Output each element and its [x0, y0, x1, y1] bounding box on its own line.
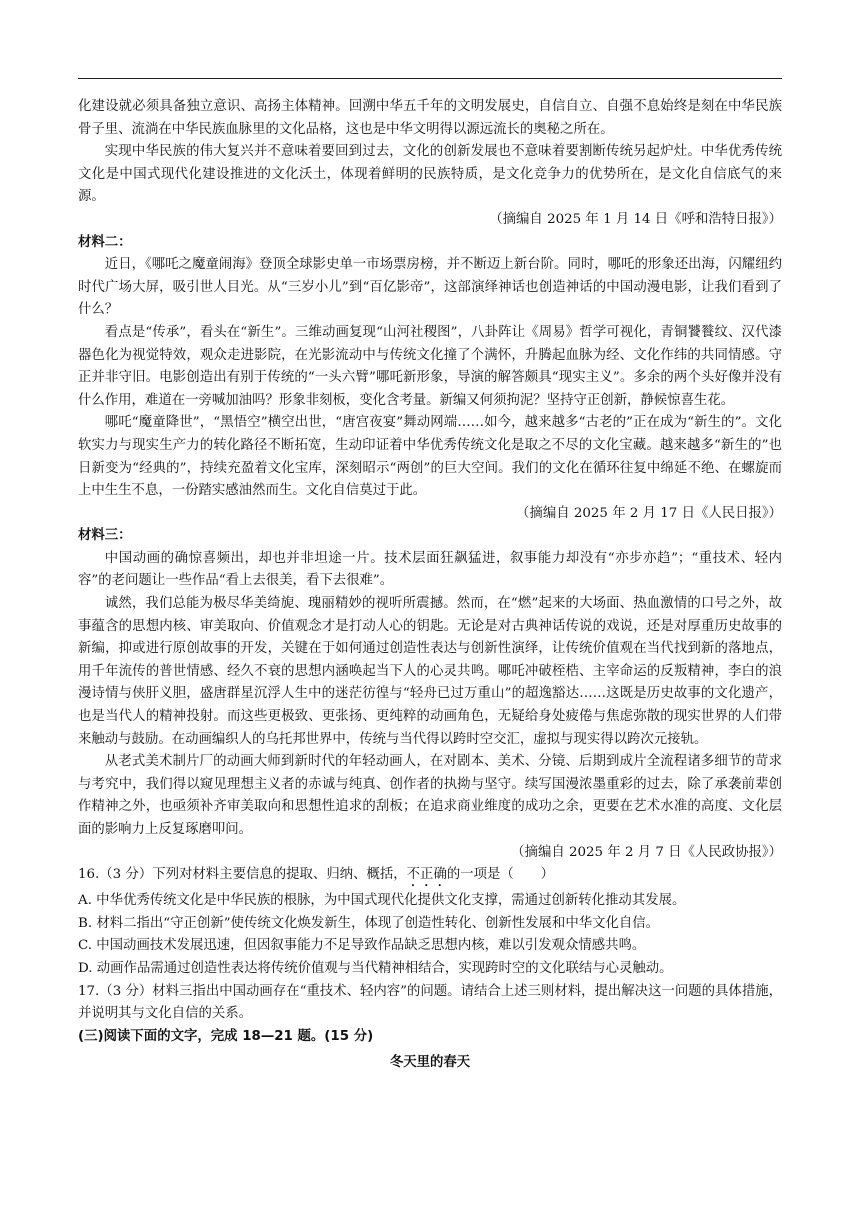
material3-paragraph-3: 从老式美术制片厂的动画大师到新时代的年轻动画人，在对剧本、美术、分镜、后期到成片全流程诸多细节的苛求与考究中，我们得以窥见理想主义者的赤诚与纯真、创作者的执拗与坚守。续写国漫浓墨重彩的过去，除了承袭前辈创作精神之外，也亟须补齐审美取向和思想性追求的刮板；在追求商业维度的成功之余，更要在艺术水准的高度、文化层面的影响力上反复琢磨叩问。 — [78, 754, 782, 837]
question-17: 17.（3 分）材料三指出中国动画存在“重技术、轻内容”的问题。请结合上述三则材料，提出解决这一问题的具体措施，并说明其与文化自信的关系。 — [78, 983, 782, 1022]
top-rule — [78, 78, 782, 79]
question-16-stem — [78, 864, 782, 890]
document-body — [78, 96, 782, 1075]
material1-paragraph-1: 化建设就必须具备独立意识、高扬主体精神。回溯中华五千年的文明发展史，自信自立、自强不息始终是刻在中华民族骨子里、流淌在中华民族血脉里的文化品格，这也是中华文明得以源远流长的奥秘之所在。 — [78, 99, 782, 137]
material3-label: 材料三： — [78, 528, 132, 544]
question-16-option-b: B. 材料二指出“守正创新”使传统文化焕发新生，体现了创造性转化、创新性发展和中华文化自信。 — [78, 915, 660, 931]
material2-paragraph-1: 近日，《哪吒之魔童闹海》登顶全球影史单一市场票房榜，并不断迈上新台阶。同时，哪吒的形象还出海，闪耀纽约时代广场大屏，吸引世人目光。从“三岁小儿”到“百亿影帝”，这部演绎神话也创造神话的中国动漫电影，让我们看到了什么？ — [78, 257, 782, 318]
material3-paragraph-1: 中国动画的确惊喜频出，却也并非坦途一片。技术层面狂飙猛进，叙事能力却没有“亦步亦趋”；“重技术、轻内容”的老问题让一些作品“看上去很美，看下去很难”。 — [78, 550, 782, 589]
question-16-option-c: C. 中国动画技术发展迅速，但因叙事能力不足导致作品缺乏思想内核，难以引发观众情感共鸣。 — [78, 938, 646, 954]
material2-source: （摘编自 2025 年 2 月 17 日《人民日报》） — [516, 505, 782, 521]
material2-label: 材料二： — [78, 234, 132, 250]
material3-paragraph-2: 诚然，我们总能为极尽华美绮旎、瑰丽精妙的视听所震撼。然而，在“燃”起来的大场面、热血激情的口号之外，故事蕴含的思想内核、审美取向、价值观念才是打动人心的钥匙。无论是对古典神话传说的戏说，还是对厚重历史故事的新编，抑或进行原创故事的开发，关键在于如何通过创造性表达与创新性演绎，让传统价值观在当代找到新的落地点，用千年流传的普世情感、经久不衰的思想内涵唤起当下人的心灵共鸣。哪吒冲破桎梏、主宰命运的反叛精神，李白的浪漫诗情与侠肝义胆，盛唐群星沉浮人生中的迷茫彷徨与“轻舟已过万重山”的超逸豁达……这既是历史故事的文化遗产，也是当代人的精神投射。而这些更极致、更张扬、更纯粹的动画角色，无疑给身处疲倦与焦虑弥散的现实世界的人们带来触动与鼓励。在动画编织人的乌托邦世界中，传统与当代得以跨时空交汇，虚拟与现实得以跨次元接轨。 — [78, 596, 782, 747]
question-16-option-d: D. 动画作品需通过创造性表达将传统价值观与当代精神相结合，实现跨时空的文化联结与心灵触动。 — [78, 960, 673, 976]
material1-paragraph-2: 实现中华民族的伟大复兴并不意味着要回到过去，文化的创新发展也不意味着要割断传统另起炉灶。中华优秀传统文化是中国式现代化建设推进的文化沃土，体现着鲜明的民族特质，是文化竞争力的优势所在，是文化自信底气的来源。 — [78, 144, 782, 205]
question-16-emphasis: 不正确 — [406, 867, 447, 883]
question-16-stem-post: 的一项是（ ） — [446, 867, 554, 883]
material3-source: （摘编自 2025 年 2 月 7 日《人民政协报》） — [511, 844, 782, 860]
section-3-heading: (三)阅读下面的文字，完成 18—21 题。(15 分) — [78, 1028, 374, 1044]
question-16-option-a: A. 中华优秀传统文化是中华民族的根脉，为中国式现代化提供文化支撑，需通过创新转化推动其发展。 — [78, 893, 686, 909]
material1-source: （摘编自 2025 年 1 月 14 日《呼和浩特日报》） — [489, 211, 782, 227]
story-title: 冬天里的春天 — [389, 1055, 471, 1071]
material2-paragraph-2: 看点是“传承”，看头在“新生”。三维动画复现“山河社稷图”，八卦阵让《周易》哲学可视化，青铜饕餮纹、汉代漆器色化为视觉特效，观众走进影院，在光影流动中与传统文化撞了个满怀，升腾起血脉为经、文化作纬的共同情感。守正并非守旧。电影创造出有别于传统的“一头六臂”哪吒新形象，导演的解答颇具“现实主义”。多余的两个头好像并没有什么作用，难道在一旁喊加油吗？形象非刻板，变化含考量。新编又何须拘泥？坚持守正创新，静候惊喜生花。 — [78, 324, 782, 408]
question-16-stem-pre: 16.（3 分）下列对材料主要信息的提取、归纳、概括， — [78, 867, 407, 883]
material2-paragraph-3: 哪吒“魔童降世”，“黑悟空”横空出世，“唐宫夜宴”舞动网端……如今，越来越多“古老的”正在成为“新生的”。文化软实力与现实生产力的转化路径不断拓宽，生动印证着中华优秀传统文化是取之不尽的文化宝藏。越来越多“新生的”也日新变为“经典的”，持续充盈着文化宝库，深刻昭示“两创”的巨大空间。我们的文化在循环往复中绵延不绝、在螺旋而上中生生不息，一份踏实感油然而生。文化自信莫过于此。 — [78, 415, 782, 499]
